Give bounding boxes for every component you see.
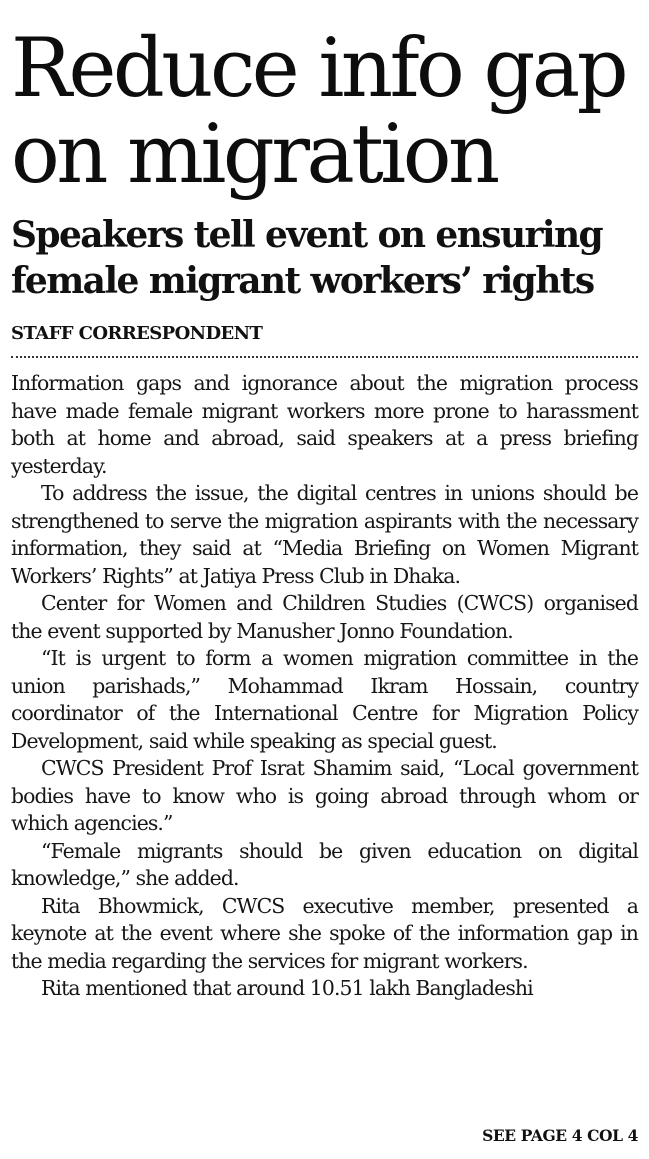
paragraph: “Female migrants should be given education on digital knowledge,” she added.	[11, 838, 638, 890]
byline: STAFF CORRESPONDENT	[11, 323, 263, 344]
paragraph: Information gaps and ignorance about the migration process have made female migrant workers more prone to harassment both at home and abroad, said speakers at a press briefing yesterday.	[11, 371, 638, 478]
paragraph: “It is urgent to form a women migration committee in the union parishads,” Mohammad Ikram Hossain, country coordinator of the International Centre for Migration Policy Development, said while speaking as special guest.	[11, 646, 638, 753]
dotted-divider	[11, 356, 638, 358]
article-body	[11, 370, 638, 1003]
subheadline: Speakers tell event on ensuring female migrant workers’ rights	[11, 214, 603, 302]
paragraph: CWCS President Prof Israt Shamim said, “Local government bodies have to know who is going abroad through whom or which agencies.”	[11, 756, 638, 835]
headline: Reduce info gap on migration	[11, 22, 626, 202]
continued-on-page-note: SEE PAGE 4 COL 4	[482, 1126, 638, 1145]
paragraph: To address the issue, the digital centres in unions should be strengthened to serve the migration aspirants with the necessary information, they said at “Media Briefing on Women Migrant Workers’ Rights” at Jatiya Press Club in Dhaka.	[11, 481, 638, 588]
paragraph: Rita Bhowmick, CWCS executive member, presented a keynote at the event where she spoke of the information gap in the media regarding the services for migrant workers.	[11, 893, 638, 973]
paragraph: Center for Women and Children Studies (CWCS) organised the event supported by Manusher Jonno Foundation.	[11, 591, 638, 643]
paragraph: Rita mentioned that around 10.51 lakh Bangladeshi	[41, 976, 533, 1000]
